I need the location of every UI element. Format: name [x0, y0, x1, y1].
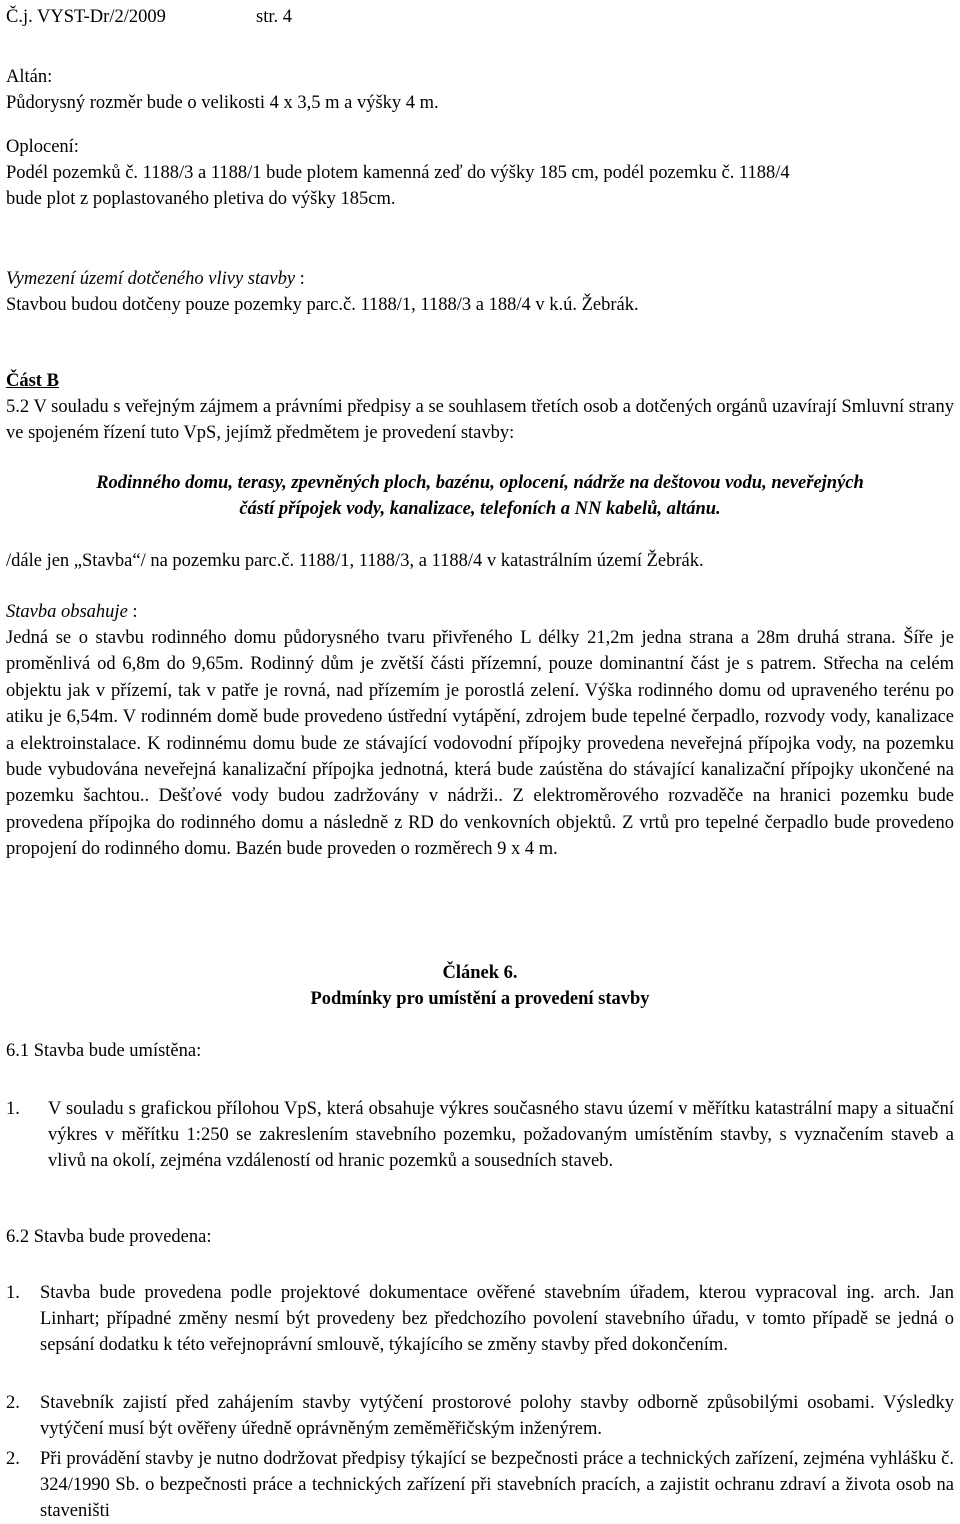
vymezeni-heading: Vymezení území dotčeného vlivy stavby	[6, 269, 296, 289]
article-6-title: Článek 6.	[442, 963, 518, 983]
section-6-1-heading: 6.1 Stavba bude umístěna:	[6, 1041, 202, 1061]
vymezeni-colon: :	[295, 269, 305, 289]
cast-b-paragraph: 5.2 V souladu s veřejným zájmem a právními předpisy a se souhlasem třetích osob a dotčených orgánů uzavírají Smluvní strany ve spojeném řízení tuto VpS, jejímž předmětem je provedení stavby:	[6, 397, 954, 443]
obsah-heading: Stavba obsahuje	[6, 602, 128, 622]
obsah-colon: :	[127, 602, 138, 622]
oploceni-line-1: Podél pozemků č. 1188/3 a 1188/1 bude plotem kamenná zeď do výšky 185 cm, podél pozemku č. 1188/4	[6, 163, 790, 183]
document-reference: Č.j. VYST-Dr/2/2009	[6, 7, 166, 27]
obsah-heading-line	[6, 599, 954, 625]
oploceni-heading: Oplocení:	[6, 137, 79, 157]
stavba-subject-line-2: částí přípojek vody, kanalizace, telefoních a NN kabelů, altánu.	[239, 499, 721, 519]
item-text: Při provádění stavby je nutno dodržovat předpisy týkající se bezpečnosti práce a technických zařízení, zejména vyhlášku č. 324/1990 Sb. o bezpečnosti práce a technických zařízení při stavebních pracích, a zajistit ochranu zdraví a života osob na staveništi	[40, 1449, 954, 1521]
page-header	[6, 4, 954, 30]
altan-text: Půdorysný rozměr bude o velikosti 4 x 3,5 m a výšky 4 m.	[6, 93, 439, 113]
stavba-subject-line-1: Rodinného domu, terasy, zpevněných ploch, bazénu, oplocení, nádrže na deštovou vodu, neveřejných	[96, 473, 864, 493]
obsah-text: Jedná se o stavbu rodinného domu půdorysného tvaru přivřeného L délky 21,2m jedna strana a 28m druhá strana. Šíře je proměnlivá od 6,8m do 9,65m. Rodinný dům je zvětší části přízemní, pouze dominantní část je s patrem. Střecha na celém objektu jak v přízemí, tak v patře je rovná, nad přízemím je porostlá zelení. Výška rodinného domu od upraveného terénu po atiku je 6,54m. V rodinném domě bude provedeno ústřední vytápění, zdrojem bude tepelné čerpadlo, rozvody vody, kanalizace a elektroinstalace. K rodinnému domu bude ze stávající vodovodní přípojky provedena neveřejná přípojka vody, na pozemku bude vybudována neveřejná kanalizační přípojka jednotná, která bude zaústěna do stávající kanalizační přípojky ukončené na pozemku šachtou.. Dešťové vody budou zadržovány v nádrži.. Z elektroměrového rozvaděče na hranici pozemku bude provedena přípojka do rodinného domu a následně z RD do venkovních objektů. Z vrtů pro tepelné čerpadlo bude provedeno propojení do rodinného domu. Bazén bude proveden o rozměrech 9 x 4 m.	[6, 628, 954, 860]
article-6-subtitle: Podmínky pro umístění a provedení stavby	[310, 989, 650, 1009]
vymezeni-heading-line	[6, 266, 954, 292]
page-number: str. 4	[256, 7, 292, 27]
item-text: V souladu s grafickou přílohou VpS, která obsahuje výkres současného stavu území v měřítku katastrální mapy a situační výkres v měřítku 1:250 se zakreslením stavebního pozemku, požadovaným umístěním stavby, s vyznačením staveb a vlivů na okolí, zejména vzdáleností od hranic pozemků a sousedních staveb.	[48, 1099, 954, 1171]
oploceni-line-2: bude plot z poplastovaného pletiva do výšky 185cm.	[6, 189, 396, 209]
cast-b-heading: Část B	[6, 371, 59, 391]
item-text: Stavba bude provedena podle projektové dokumentace ověřené stavebním úřadem, kterou vypracoval ing. arch. Jan Linhart; případné změny nesmí být provedeny bez předchozího povolení stavebního úřadu, v tomto případě se jedná o sepsání dodatku k této veřejnoprávní smlouvě, týkajícího se změny stavby před dokončením.	[40, 1283, 954, 1355]
item-number: 2.	[6, 1449, 20, 1469]
dale-jen-text: /dále jen „Stavba“/ na pozemku parc.č. 1188/1, 1188/3, a 1188/4 v katastrálním území Žebrák.	[6, 551, 704, 571]
item-number: 1.	[6, 1283, 20, 1303]
item-number: 1.	[6, 1099, 20, 1119]
item-number: 2.	[6, 1393, 20, 1413]
vymezeni-text: Stavbou budou dotčeny pouze pozemky parc.č. 1188/1, 1188/3 a 188/4 v k.ú. Žebrák.	[6, 295, 639, 315]
section-6-2-heading: 6.2 Stavba bude provedena:	[6, 1227, 212, 1247]
altan-heading: Altán:	[6, 67, 53, 87]
item-text: Stavebník zajistí před zahájením stavby vytýčení prostorové polohy stavby odborně způsobilými osobami. Výsledky vytýčení musí být ověřeny úředně oprávněným zeměměřičským inženýrem.	[40, 1393, 954, 1439]
